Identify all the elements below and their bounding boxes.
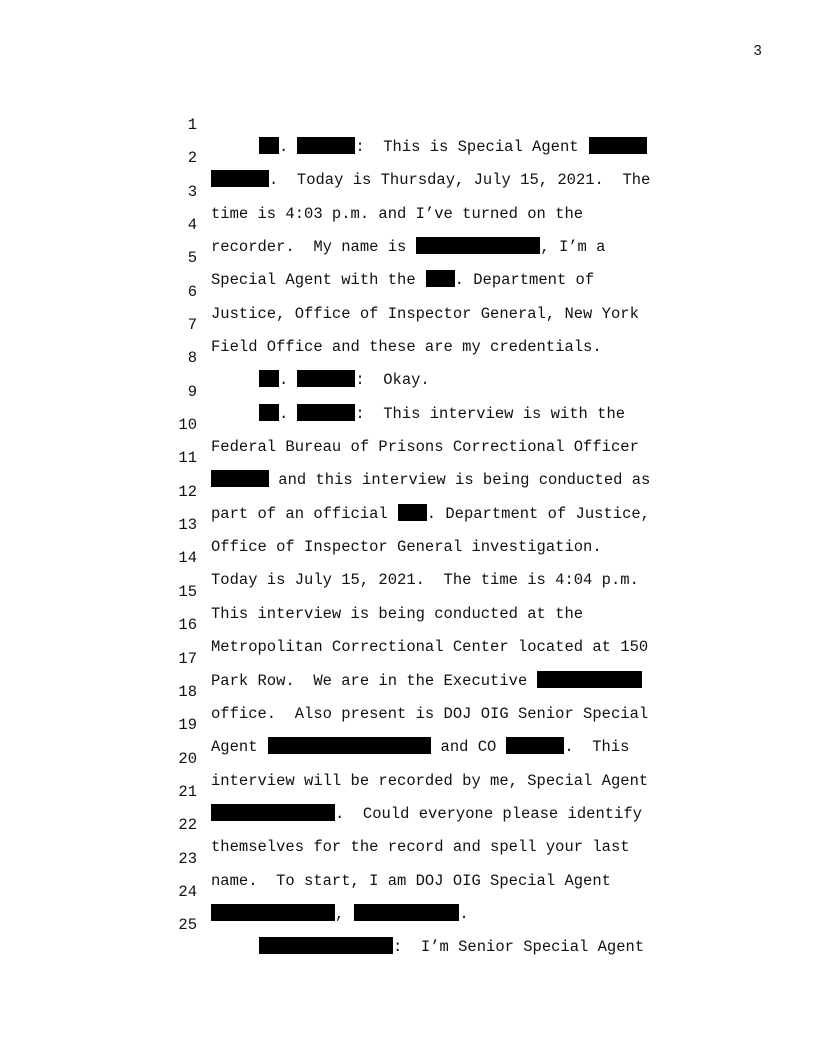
text-segment: ,	[335, 904, 345, 923]
transcript-line	[0, 592, 816, 657]
line-number: 10	[178, 416, 197, 435]
text-segment: .	[459, 904, 469, 923]
line-number: 8	[187, 349, 197, 368]
transcript-line	[0, 192, 816, 257]
transcript-line	[0, 692, 816, 757]
text-segment: Agent	[211, 738, 258, 757]
transcript-line	[0, 392, 816, 457]
line-text: Federal Bureau of Prisons Correctional Officer	[211, 438, 639, 457]
line-number: 19	[178, 716, 197, 735]
line-text: office. Also present is DOJ OIG Senior Special	[211, 704, 649, 723]
text-segment: . Department of Justice,	[426, 504, 650, 523]
text-segment: and this interview is being conducted as	[269, 471, 651, 490]
line-number: 16	[178, 616, 197, 635]
transcript-line	[0, 859, 816, 923]
transcript-line	[0, 525, 816, 590]
transcript-line	[0, 626, 816, 690]
transcript-line	[0, 292, 816, 357]
line-number: 2	[187, 149, 197, 168]
text-segment: . Department of	[454, 271, 595, 290]
transcript-line	[0, 259, 816, 323]
text-segment: and CO	[440, 738, 497, 757]
text-segment: . This	[564, 738, 630, 757]
line-text	[211, 936, 644, 958]
text-segment: , I’m a	[540, 238, 606, 257]
transcript-line	[0, 225, 816, 290]
line-number: 14	[178, 549, 197, 568]
text-segment: . Could everyone please identify	[335, 804, 642, 823]
text-segment: .	[279, 138, 289, 156]
line-number: 3	[187, 182, 197, 201]
transcript-line	[0, 159, 816, 223]
line-number: 20	[178, 749, 197, 768]
line-number: 9	[187, 382, 197, 401]
text-segment: .	[279, 371, 289, 390]
transcript-line	[0, 659, 816, 723]
transcript-line	[0, 125, 816, 190]
page-number: 3	[753, 44, 762, 60]
line-number: 18	[178, 682, 197, 701]
line-number: 5	[187, 249, 197, 268]
line-number: 6	[187, 282, 197, 301]
line-number: 24	[178, 882, 197, 901]
line-number: 7	[187, 316, 197, 335]
line-text: time is 4:03 p.m. and I’ve turned on the	[211, 204, 584, 223]
transcript-line	[0, 359, 816, 423]
text-segment: .	[279, 404, 289, 423]
transcript-line	[0, 325, 816, 390]
transcript-line	[0, 492, 816, 557]
text-segment: Special Agent with the	[211, 271, 416, 290]
transcript-line	[0, 459, 816, 523]
line-number: 13	[178, 516, 197, 535]
text-segment: : I’m Senior Special Agent	[393, 938, 645, 957]
line-text: Metropolitan Correctional Center located at 150	[211, 638, 649, 657]
text-segment: part of an official	[211, 504, 388, 523]
text-segment: Park Row. We are in the Executive	[211, 671, 528, 690]
transcript	[0, 92, 816, 957]
line-number: 23	[178, 849, 197, 868]
text-segment: : This interview is with the	[355, 404, 626, 423]
text-segment: : Okay.	[355, 371, 430, 390]
transcript-line	[0, 892, 816, 957]
line-text: Justice, Office of Inspector General, New York	[211, 304, 639, 323]
line-number: 21	[178, 782, 197, 801]
line-text: interview will be recorded by me, Special Agent	[211, 771, 649, 790]
line-text: name. To start, I am DOJ OIG Special Agent	[211, 871, 611, 890]
line-number: 11	[178, 449, 197, 468]
line-number: 15	[178, 582, 197, 601]
transcript-line	[0, 559, 816, 623]
line-text: Field Office and these are my credentials.	[211, 338, 602, 357]
transcript-line	[0, 92, 816, 156]
transcript-line	[0, 726, 816, 790]
line-text: This interview is being conducted at the	[211, 604, 584, 623]
text-segment: . Today is Thursday, July 15, 2021. The	[269, 171, 651, 190]
transcript-line	[0, 792, 816, 857]
line-number: 25	[178, 916, 197, 935]
text-segment: : This is Special Agent	[355, 138, 579, 156]
line-number: 22	[178, 816, 197, 835]
line-number: 12	[178, 482, 197, 501]
line-text: Today is July 15, 2021. The time is 4:04 p.m.	[211, 571, 639, 590]
text-segment: recorder. My name is	[211, 238, 407, 257]
line-number: 17	[178, 649, 197, 668]
redaction-block	[259, 937, 393, 954]
transcript-line	[0, 759, 816, 823]
line-number: 4	[187, 216, 197, 235]
transcript-line	[0, 826, 816, 890]
line-number: 1	[187, 116, 197, 134]
line-text: themselves for the record and spell your last	[211, 838, 630, 857]
line-text: Office of Inspector General investigation.	[211, 538, 602, 557]
transcript-line	[0, 425, 816, 490]
